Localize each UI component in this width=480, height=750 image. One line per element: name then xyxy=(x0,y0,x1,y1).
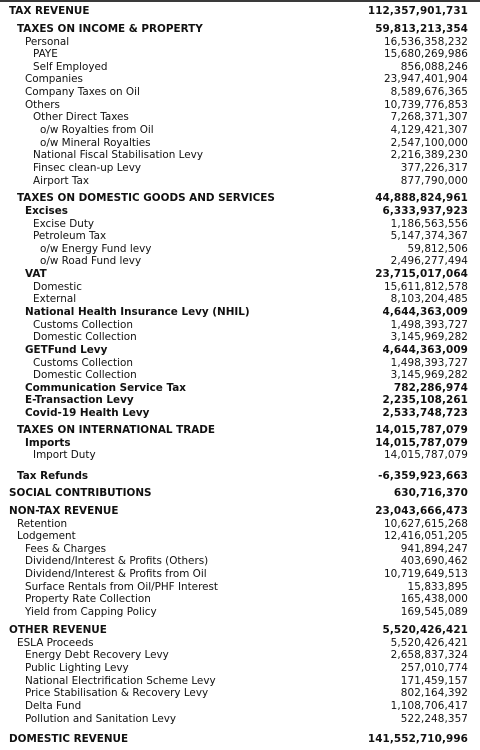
row-label: TAXES ON DOMESTIC GOODS AND SERVICES xyxy=(17,192,275,204)
table-row xyxy=(0,48,480,61)
table-row xyxy=(0,424,480,437)
row-label: Imports xyxy=(25,437,71,449)
table-row xyxy=(0,407,480,420)
row-label: National Health Insurance Levy (NHIL) xyxy=(25,306,250,318)
row-value: 7,268,371,307 xyxy=(390,111,468,123)
table-row xyxy=(0,175,480,188)
table-row xyxy=(0,713,480,726)
row-label: National Fiscal Stabilisation Levy xyxy=(33,149,203,161)
row-label: Excises xyxy=(25,205,68,217)
row-label: Surface Rentals from Oil/PHF Interest xyxy=(25,581,218,593)
row-value: 165,438,000 xyxy=(400,593,468,605)
row-label: Energy Debt Recovery Levy xyxy=(25,649,169,661)
table-row xyxy=(0,268,480,281)
table-row xyxy=(0,568,480,581)
table-row xyxy=(0,733,480,746)
row-value: 257,010,774 xyxy=(400,662,468,674)
row-label: o/w Energy Fund levy xyxy=(40,243,152,255)
table-row xyxy=(0,530,480,543)
row-label: Retention xyxy=(17,518,68,530)
table-row xyxy=(0,149,480,162)
row-label: Domestic xyxy=(33,281,82,293)
row-label: Delta Fund xyxy=(25,700,82,712)
row-value: 856,088,246 xyxy=(400,61,468,73)
row-value: 12,416,051,205 xyxy=(383,530,468,542)
row-label: OTHER REVENUE xyxy=(9,624,107,636)
table-row xyxy=(0,5,480,18)
row-label: Other Direct Taxes xyxy=(33,111,129,123)
row-value: 14,015,787,079 xyxy=(375,424,468,436)
row-value: 2,658,837,324 xyxy=(390,649,468,661)
table-row xyxy=(0,293,480,306)
row-value: 14,015,787,079 xyxy=(383,449,468,461)
row-label: Finsec clean-up Levy xyxy=(33,162,141,174)
table-row xyxy=(0,700,480,713)
row-label: PAYE xyxy=(33,48,58,60)
row-label: TAX REVENUE xyxy=(9,5,90,17)
row-label: TAXES ON INCOME & PROPERTY xyxy=(17,23,203,35)
table-row xyxy=(0,470,480,483)
row-label: Dividend/Interest & Profits from Oil xyxy=(25,568,207,580)
row-label: o/w Road Fund levy xyxy=(40,255,142,267)
table-row xyxy=(0,344,480,357)
row-value: 2,547,100,000 xyxy=(390,137,468,149)
table-row xyxy=(0,205,480,218)
row-label: o/w Mineral Royalties xyxy=(40,137,151,149)
table-row xyxy=(0,230,480,243)
row-label: o/w Royalties from Oil xyxy=(40,124,154,136)
row-value: 10,739,776,853 xyxy=(383,99,468,111)
row-label: TAXES ON INTERNATIONAL TRADE xyxy=(17,424,215,436)
row-value: 23,715,017,064 xyxy=(375,268,468,280)
row-value: -6,359,923,663 xyxy=(378,470,468,482)
row-label: Yield from Capping Policy xyxy=(25,606,157,618)
row-value: 630,716,370 xyxy=(393,487,468,499)
row-label: Pollution and Sanitation Levy xyxy=(25,713,177,725)
row-value: 1,186,563,556 xyxy=(390,218,468,230)
row-label: Self Employed xyxy=(33,61,108,73)
row-label: Covid-19 Health Levy xyxy=(25,407,150,419)
row-label: Customs Collection xyxy=(33,357,133,369)
row-value: 171,459,157 xyxy=(400,675,468,687)
row-label: Personal xyxy=(25,36,70,48)
row-value: 522,248,357 xyxy=(400,713,468,725)
row-value: 2,533,748,723 xyxy=(382,407,468,419)
row-value: 10,627,615,268 xyxy=(383,518,468,530)
row-label: VAT xyxy=(25,268,47,280)
table-row xyxy=(0,331,480,344)
row-value: 6,333,937,923 xyxy=(382,205,468,217)
row-label: Company Taxes on Oil xyxy=(25,86,140,98)
row-value: 403,690,462 xyxy=(400,555,468,567)
row-label: Airport Tax xyxy=(33,175,90,187)
row-value: 15,833,895 xyxy=(407,581,468,593)
table-row xyxy=(0,649,480,662)
row-label: External xyxy=(33,293,77,305)
table-row xyxy=(0,111,480,124)
row-label: Domestic Collection xyxy=(33,331,137,343)
row-value: 4,129,421,307 xyxy=(390,124,468,136)
row-label: Lodgement xyxy=(17,530,76,542)
row-label: Public Lighting Levy xyxy=(25,662,129,674)
table-row xyxy=(0,449,480,462)
row-value: 2,235,108,261 xyxy=(382,394,468,406)
row-label: National Electrification Scheme Levy xyxy=(25,675,216,687)
top-rule xyxy=(0,0,480,2)
row-value: 141,552,710,996 xyxy=(367,733,468,745)
row-value: 2,496,277,494 xyxy=(390,255,468,267)
row-label: Communication Service Tax xyxy=(25,382,186,394)
row-value: 5,147,374,367 xyxy=(390,230,468,242)
row-label: Customs Collection xyxy=(33,319,133,331)
row-value: 782,286,974 xyxy=(393,382,468,394)
row-label: Import Duty xyxy=(33,449,96,461)
row-value: 8,589,676,365 xyxy=(390,86,468,98)
row-value: 23,043,666,473 xyxy=(375,505,468,517)
table-row xyxy=(0,86,480,99)
row-label: ESLA Proceeds xyxy=(17,637,94,649)
table-row xyxy=(0,606,480,619)
row-value: 3,145,969,282 xyxy=(390,369,468,381)
table-row xyxy=(0,624,480,637)
table-row xyxy=(0,255,480,268)
row-value: 377,226,317 xyxy=(400,162,468,174)
row-value: 23,947,401,904 xyxy=(383,73,468,85)
row-value: 112,357,901,731 xyxy=(367,5,468,17)
row-value: 2,216,389,230 xyxy=(390,149,468,161)
table-row xyxy=(0,687,480,700)
row-label: DOMESTIC REVENUE xyxy=(9,733,129,745)
row-label: SOCIAL CONTRIBUTIONS xyxy=(9,487,152,499)
table-row xyxy=(0,23,480,36)
row-label: Dividend/Interest & Profits (Others) xyxy=(25,555,209,567)
row-value: 4,644,363,009 xyxy=(382,306,468,318)
row-value: 15,680,269,986 xyxy=(383,48,468,60)
row-label: Property Rate Collection xyxy=(25,593,151,605)
row-value: 14,015,787,079 xyxy=(375,437,468,449)
table-row xyxy=(0,73,480,86)
row-label: E-Transaction Levy xyxy=(25,394,134,406)
row-value: 16,536,358,232 xyxy=(383,36,468,48)
row-value: 8,103,204,485 xyxy=(390,293,468,305)
row-value: 1,498,393,727 xyxy=(390,357,468,369)
table-row xyxy=(0,593,480,606)
row-label: Petroleum Tax xyxy=(33,230,107,242)
row-value: 5,520,426,421 xyxy=(390,637,468,649)
row-label: Price Stabilisation & Recovery Levy xyxy=(25,687,209,699)
row-value: 15,611,812,578 xyxy=(383,281,468,293)
row-value: 169,545,089 xyxy=(400,606,468,618)
row-value: 1,108,706,417 xyxy=(390,700,468,712)
row-label: Others xyxy=(25,99,60,111)
row-label: Domestic Collection xyxy=(33,369,137,381)
table-row xyxy=(0,162,480,175)
row-value: 10,719,649,513 xyxy=(383,568,468,580)
row-label: NON-TAX REVENUE xyxy=(9,505,119,517)
row-value: 877,790,000 xyxy=(400,175,468,187)
row-label: Tax Refunds xyxy=(17,470,89,482)
row-label: Fees & Charges xyxy=(25,543,107,555)
row-value: 5,520,426,421 xyxy=(382,624,468,636)
row-label: Excise Duty xyxy=(33,218,95,230)
table-row xyxy=(0,505,480,518)
table-row xyxy=(0,306,480,319)
table-row xyxy=(0,394,480,407)
row-value: 1,498,393,727 xyxy=(390,319,468,331)
row-value: 44,888,824,961 xyxy=(375,192,468,204)
row-value: 59,813,213,354 xyxy=(375,23,468,35)
row-label: Companies xyxy=(25,73,83,85)
row-label: GETFund Levy xyxy=(25,344,108,356)
table-row xyxy=(0,192,480,205)
row-value: 802,164,392 xyxy=(400,687,468,699)
row-value: 4,644,363,009 xyxy=(382,344,468,356)
table-row xyxy=(0,487,480,500)
table-row xyxy=(0,662,480,675)
table-row xyxy=(0,555,480,568)
row-value: 3,145,969,282 xyxy=(390,331,468,343)
table-row xyxy=(0,369,480,382)
table-row xyxy=(0,124,480,137)
row-value: 941,894,247 xyxy=(400,543,468,555)
row-value: 59,812,506 xyxy=(407,243,468,255)
